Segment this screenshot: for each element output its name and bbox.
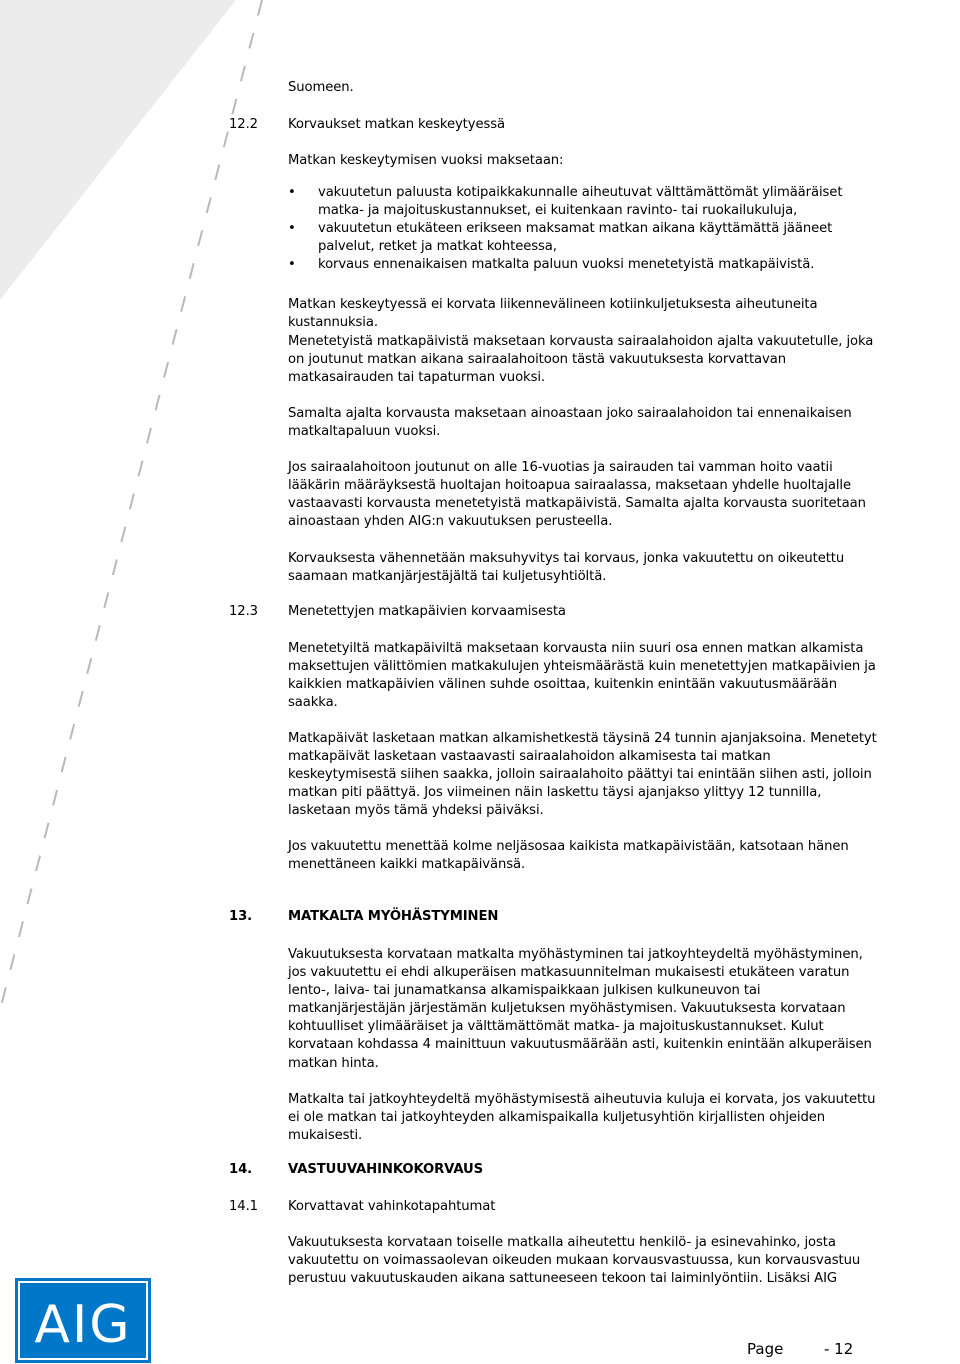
section-12-2-title: Korvaukset matkan keskeytyessä (288, 117, 505, 132)
footer-page-number: - 12 (824, 1340, 854, 1358)
section-13-paragraph: Vakuutuksesta korvataan matkalta myöhästyminen tai jatkoyhteydeltä myöhästyminen, jos vakuutettu ei ehdi alkuperäisen matkasuunnitelman mukaisesti etukäteen varatun lento-, laiva- tai junamatkansa alkamispaikkaan julkisen kulkuneuvon tai matkanjärjestäjän järjestämän kuljetuksen myöhästymisen. Vakuutuksesta korvataan kohtuulliset ylimääräiset ja välttämättömät matka- ja majoituskustannukset. Kulut korvataan kohdassa 4 mainittuun vakuutusmäärään asti, kuitenkin enintään alkuperäisen matkan hinta. (288, 947, 872, 1071)
section-12-2-paragraph: Korvauksesta vähennetään maksuhyvitys tai korvaus, jonka vakuutettu on oikeutettu saamaan matkanjärjestäjältä tai kuljetusyhtiöltä. (288, 551, 845, 585)
section-12-2-paragraph: Jos sairaalahoitoon joutunut on alle 16-vuotias ja sairauden tai vamman hoito vaatii lääkärin määräyksestä huoltajan hoitoapua sairaalassa, maksetaan yhdelle huoltajalle vastaavasti korvausta menetetyistä matkapäivistä. Samalta ajalta korvausta suoritetaan ainoastaan yhden AIG:n vakuutuksen perusteella. (288, 460, 866, 530)
list-item (288, 220, 878, 256)
list-item (288, 184, 878, 220)
list-item (288, 256, 878, 274)
section-14-1-paragraph: Vakuutuksesta korvataan toiselle matkalla aiheutettu henkilö- ja esinevahinko, josta vakuutettu on voimassaolevan oikeuden mukaan korvausvastuussa, kun korvausvastuu perustuu vakuutuskauden aikana sattuneeseen tekoon tai laiminlyöntiin. Lisäksi AIG (288, 1235, 861, 1287)
section-12-2-paragraph: Samalta ajalta korvausta maksetaan ainoastaan joko sairaalahoidon tai ennenaikaisen matkaltapaluun vuoksi. (288, 406, 852, 440)
bullet-icon: • (288, 185, 296, 200)
section-12-3-paragraph: Matkapäivät lasketaan matkan alkamishetkestä täysinä 24 tunnin ajanjaksoina. Menetetyt matkapäivät lasketaan vastaavasti sairaalahoidon alkamisesta tai matkan keskeytymisestä siihen saakka, jolloin sairaalahoito päättyi tai enintään siihen asti, jolloin matkan piti päättyä. Jos viimeinen näin laskettu täysi ajanjakso ylittyy 12 tunnilla, lasketaan myös tämä yhdeksi päiväksi. (288, 731, 877, 819)
lead-text: Suomeen. (288, 80, 354, 95)
list-item-text: vakuutetun paluusta kotipaikkakunnalle aiheutuvat välttämättömät ylimääräiset matka- ja majoituskustannukset, ei kuitenkaan ravinto- tai ruokailukuluja, (318, 185, 843, 219)
aig-logo-text: AIG (34, 1295, 132, 1355)
section-14-number: 14. (229, 1162, 253, 1177)
aig-logo (15, 1278, 151, 1363)
section-12-3-number: 12.3 (229, 604, 258, 619)
bullet-icon: • (288, 257, 296, 273)
section-13-paragraph: Matkalta tai jatkoyhteydeltä myöhästymisestä aiheutuvia kuluja ei korvata, jos vakuutettu ei ole matkan tai jatkoyhteyden alkamispaikalla kuljetusyhtiön kirjallisten ohjeiden mukaisesti. (288, 1092, 876, 1144)
list-item-text: korvaus ennenaikaisen matkalta paluun vuoksi menetetyistä matkapäivistä. (318, 257, 815, 273)
section-12-2-bullet-list (288, 184, 878, 274)
bullet-icon: • (288, 221, 296, 237)
section-13-title: MATKALTA MYÖHÄSTYMINEN (288, 909, 499, 924)
section-12-3-paragraph: Menetetyiltä matkapäiviltä maksetaan korvausta niin suuri osa ennen matkan alkamista maksettujen välittömien matkakulujen yhteismäärästä kuin menetettyjen matkapäivien ja kaikkien matkapäivien välinen suhde osoittaa, kuitenkin enintään vakuutusmäärään saakka. (288, 641, 876, 711)
list-item-text: vakuutetun etukäteen erikseen maksamat matkan aikana käyttämättä jääneet palvelut, retket ja matkat kohteessa, (318, 221, 833, 255)
section-12-2-intro: Matkan keskeytymisen vuoksi maksetaan: (288, 153, 564, 168)
section-12-2-paragraph: Matkan keskeytyessä ei korvata liikennevälineen kotiinkuljetuksesta aiheutuneita kustannuksia. (288, 297, 818, 331)
section-14-1-title: Korvattavat vahinkotapahtumat (288, 1199, 496, 1214)
section-14-title: VASTUUVAHINKOKORVAUS (288, 1162, 484, 1177)
section-12-3-title: Menetettyjen matkapäivien korvaamisesta (288, 604, 566, 619)
corner-triangle (0, 0, 236, 300)
section-12-2-paragraph: Menetetyistä matkapäivistä maksetaan korvausta sairaalahoidon ajalta vakuutetulle, joka on joutunut matkan aikana sairaalahoitoon tästä vakuutuksesta korvattavan matkasairauden tai tapaturman vuoksi. (288, 334, 874, 386)
section-12-2-number: 12.2 (229, 117, 258, 132)
section-13-number: 13. (229, 909, 253, 924)
section-12-3-paragraph: Jos vakuutettu menettää kolme neljäsosaa kaikista matkapäivistään, katsotaan hänen menettäneen kaikki matkapäivänsä. (288, 839, 849, 873)
footer-page-label: Page (747, 1340, 784, 1358)
section-14-1-number: 14.1 (229, 1199, 258, 1214)
